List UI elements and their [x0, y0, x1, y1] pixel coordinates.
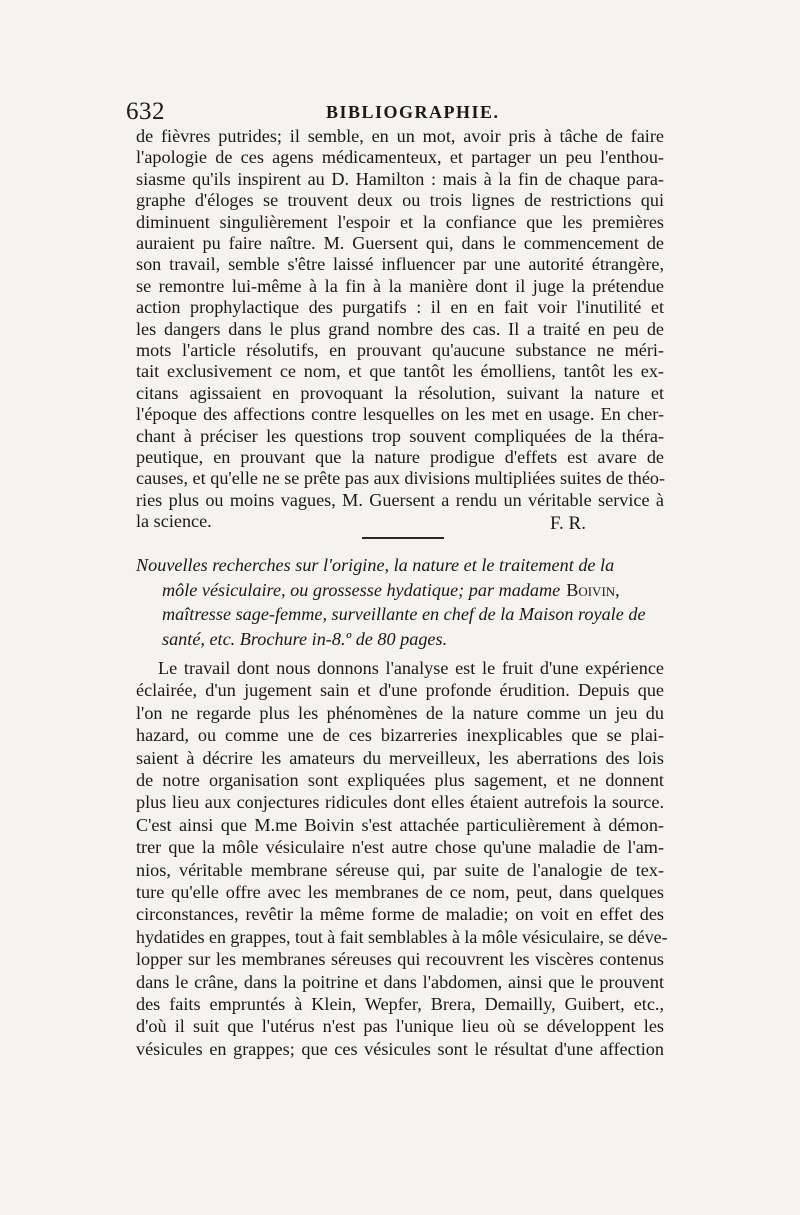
text-line: l'époque des affections contre lesquelles on les met en usage. En cher- [136, 404, 664, 425]
title-text: môle vésiculaire, ou grossesse hydatique; par madame [162, 579, 561, 600]
text-line: les dangers dans le plus grand nombre des cas. Il a traité en peu de [136, 318, 664, 339]
text-line: mots l'article résolutifs, en prouvant qu'aucune substance ne méri- [136, 340, 664, 360]
text-line: son travail, semble s'être laissé influencer par une autorité étrangère, [136, 254, 664, 275]
page-header [126, 98, 666, 128]
text-line: se remontre lui-même à la fin à la manière dont il juge la prétendue [136, 275, 664, 296]
text-line: l'on ne regarde plus les phénomènes de la nature comme un jeu du [136, 702, 664, 723]
title-text: maîtresse sage-femme, surveillante en chef de la Maison royale de [162, 604, 646, 624]
text-line: hydatides en grappes, tout à fait semblables à la môle vésiculaire, se déve- [136, 926, 668, 947]
text-line: chant à préciser les questions trop souvent compliquées de la théra- [136, 425, 664, 446]
text-line: éclairée, d'un jugement sain et d'une profonde érudition. Depuis que [136, 680, 664, 701]
text-line: l'apologie de ces agens médicamenteux, et partager un peu l'enthou- [136, 147, 664, 168]
text-line: des faits empruntés à Klein, Wepfer, Brera, Demailly, Guibert, etc., [136, 994, 664, 1014]
text-line: d'où il suit que l'utérus n'est pas l'unique lieu où se développent les [136, 1016, 664, 1037]
text-line: lopper sur les membranes séreuses qui recouvrent les viscères contenus [136, 949, 664, 970]
text-line: trer que la môle vésiculaire n'est autre chose qu'une maladie de l'am- [136, 837, 664, 858]
page-number: 632 [126, 98, 165, 125]
text-line: vésicules en grappes; que ces vésicules sont le résultat d'une affection [136, 1038, 664, 1059]
text-line: nios, véritable membrane séreuse qui, par suite de l'analogie de tex- [136, 859, 664, 880]
title-line [162, 601, 646, 627]
text-line: C'est ainsi que M.me Boivin s'est attachée particulièrement à démon- [136, 814, 664, 835]
text-line: de fièvres putrides; il semble, en un mot, avoir pris à tâche de faire [136, 126, 664, 146]
text-line: circonstances, revêtir la même forme de maladie; on voit en effet des [136, 904, 664, 925]
text-line: auraient pu faire naître. M. Guersent qui, dans le commencement de [136, 233, 664, 253]
text-line: siasme qu'ils inspirent au D. Hamilton : mais à la fin de chaque para- [136, 168, 664, 189]
text-line: citans agissaient en provoquant la résolution, suivant la nature et [136, 382, 664, 403]
text-line: Le travail dont nous donnons l'analyse est le fruit d'une expérience [158, 658, 664, 678]
title-line [136, 552, 614, 578]
title-line [162, 577, 620, 603]
title-text: Nouvelles recherches sur l'origine, la nature et le traitement de la [136, 555, 615, 575]
text-line: dans le crâne, dans la poitrine et dans l'abdomen, ainsi que le prouvent [136, 971, 664, 992]
title-line [162, 626, 447, 652]
running-title: BIBLIOGRAPHIE. [326, 102, 500, 122]
text-line: la science. [136, 511, 212, 532]
text-line: plus lieu aux conjectures ridicules dont elles étaient autrefois la source. [136, 792, 664, 813]
text-line: de notre organisation sont expliquées plus sagement, et ne donnent [136, 770, 664, 790]
signature: F. R. [550, 513, 586, 535]
text-line: diminuent singulièrement l'espoir et la confiance que les premières [136, 211, 664, 232]
text-line: ture qu'elle offre avec les membranes de ce nom, peut, dans quelques [136, 882, 664, 902]
text-line: peutique, en prouvant que la nature prodigue d'effets est avare de [136, 447, 664, 467]
author-name: Boivin, [566, 579, 620, 600]
text-line: tait exclusivement ce nom, et que tantôt les émolliens, tantôt les ex- [136, 361, 664, 382]
text-line: graphe d'éloges se trouvent deux ou trois lignes de restrictions qui [136, 190, 664, 211]
text-line: saient à décrire les amateurs du merveilleux, les aberrations des lois [136, 747, 664, 768]
text-line: action prophylactique des purgatifs : il en en fait voir l'inutilité et [136, 297, 664, 318]
title-text: santé, etc. Brochure in-8.º de 80 pages. [162, 628, 448, 649]
text-line: hazard, ou comme une de ces bizarreries inexplicables que se plai- [136, 725, 664, 746]
text-line: ries plus ou moins vagues, M. Guersent a rendu un véritable service à [136, 489, 664, 510]
section-rule [362, 537, 444, 539]
text-line: causes, et qu'elle ne se prête pas aux divisions multipliées suites de théo- [136, 468, 666, 489]
